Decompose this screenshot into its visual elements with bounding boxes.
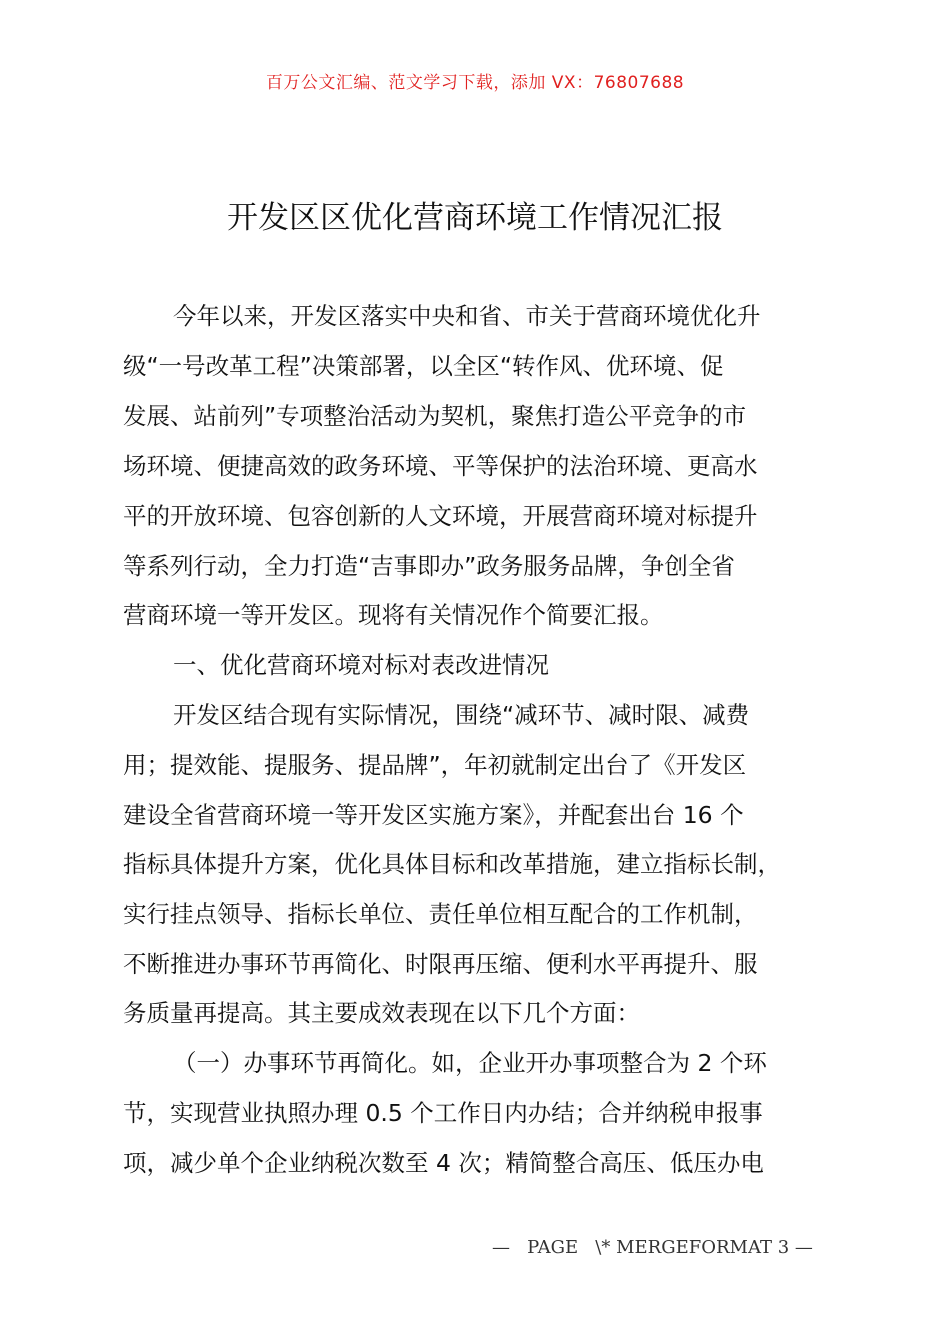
body-line: 今年以来，开发区落实中央和省、市关于营商环境优化升 [173, 302, 761, 330]
body-line: 开发区结合现有实际情况，围绕“减环节、减时限、减费 [173, 701, 750, 729]
document-title: 开发区区优化营商环境工作情况汇报 [227, 200, 723, 236]
body-line: 场环境、便捷高效的政务环境、平等保护的法治环境、更高水 [123, 452, 758, 480]
subsection-line: （一）办事环节再简化。如，企业开办事项整合为 2 个环 [173, 1049, 767, 1077]
page-number-field: — PAGE \* MERGEFORMAT 3 — [492, 1237, 813, 1258]
body-line: 指标具体提升方案，优化具体目标和改革措施，建立指标长制， [123, 850, 781, 878]
body-line: 建设全省营商环境一等开发区实施方案》，并配套出台 16 个 [123, 801, 744, 829]
body-line: 发展、站前列”专项整治活动为契机，聚焦打造公平竞争的市 [123, 402, 747, 430]
body-line: 平的开放环境、包容创新的人文环境，开展营商环境对标提升 [123, 502, 758, 530]
body-line: 节，实现营业执照办理 0.5 个工作日内办结；合并纳税申报事 [123, 1099, 763, 1127]
body-line: 等系列行动，全力打造“吉事即办”政务服务品牌，争创全省 [123, 552, 735, 580]
section-heading: 一、优化营商环境对标对表改进情况 [173, 651, 549, 679]
body-line: 营商环境一等开发区。现将有关情况作个简要汇报。 [123, 601, 664, 629]
body-line: 务质量再提高。其主要成效表现在以下几个方面： [123, 999, 640, 1027]
body-line: 实行挂点领导、指标长单位、责任单位相互配合的工作机制， [123, 900, 758, 928]
watermark-header: 百万公文汇编、范文学习下载，添加 VX：76807688 [265, 73, 685, 93]
body-line: 不断推进办事环节再简化、时限再压缩、便利水平再提升、服 [123, 950, 758, 978]
body-line: 级“一号改革工程”决策部署，以全区“转作风、优环境、促 [123, 352, 724, 380]
body-line: 用；提效能、提服务、提品牌”，年初就制定出台了《开发区 [123, 751, 747, 779]
body-line: 项，减少单个企业纳税次数至 4 次；精简整合高压、低压办电 [123, 1149, 764, 1177]
